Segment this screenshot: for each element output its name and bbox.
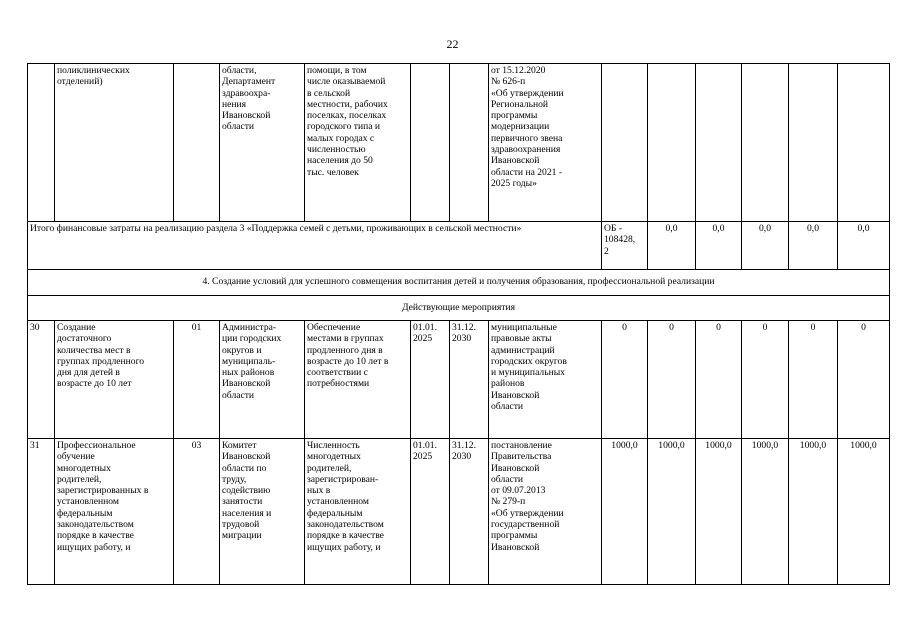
table-row-continuation — [28, 64, 890, 222]
cell-measure-name: Профессиональное обучение многодетных родителей, зарегистрированных в установленном федеральным законодательством порядке в качестве ищущих работу, и — [55, 439, 174, 585]
cell-start-date: 01.01. 2025 — [411, 321, 450, 439]
cell-indicator: Обеспечение местами в группах продленного дня в возрасте до 10 лет в соответствии с потребностями — [305, 321, 411, 439]
cell-value: 0 — [789, 321, 838, 439]
cell-value: 1000,0 — [696, 439, 742, 585]
cell-indicator: помощи, в том числе оказываемой в сельской местности, рабочих поселках, поселках городского типа и малых городах с численностью населения до 50 тыс. человек — [305, 64, 411, 222]
cell-value — [838, 64, 890, 222]
cell-code: 01 — [174, 321, 220, 439]
cell-code: 03 — [174, 439, 220, 585]
cell-value: 1000,0 — [742, 439, 789, 585]
cell-executor: Администра- ции городских округов и муниципаль- ных районов Ивановской области — [220, 321, 305, 439]
total-value: 0,0 — [742, 222, 789, 270]
cell-end-date: 31.12. 2030 — [450, 439, 489, 585]
table-row-section — [28, 270, 890, 296]
cell-num: 31 — [28, 439, 55, 585]
table-row-30 — [28, 321, 890, 439]
total-value: 0,0 — [838, 222, 890, 270]
cell-value: 0 — [602, 321, 648, 439]
section-title: 4. Создание условий для успешного совмещения воспитания детей и получения образования, профессиональной реализации — [28, 270, 890, 296]
total-source: ОБ - 108428, 2 — [602, 222, 648, 270]
total-value: 0,0 — [648, 222, 696, 270]
cell-measure-name: Создание достаточного количества мест в группах продленного дня для детей в возрасте до 10 лет — [55, 321, 174, 439]
cell-executor: Комитет Ивановской области по труду, содействию занятости населения и трудовой миграции — [220, 439, 305, 585]
cell-code — [174, 64, 220, 222]
cell-value — [648, 64, 696, 222]
cell-value: 1000,0 — [602, 439, 648, 585]
cell-value: 1000,0 — [838, 439, 890, 585]
cell-value: 1000,0 — [789, 439, 838, 585]
cell-basis: от 15.12.2020 № 626-п «Об утверждении Региональной программы модернизации первичного звена здравоохранения Ивановской области на 2021 - 2025 годы» — [489, 64, 602, 222]
cell-value: 0 — [648, 321, 696, 439]
cell-num: 30 — [28, 321, 55, 439]
table-row-total — [28, 222, 890, 270]
measures-table — [27, 63, 890, 585]
page-number: 22 — [446, 37, 459, 51]
cell-value: 0 — [838, 321, 890, 439]
cell-value — [696, 64, 742, 222]
table-row-subsection — [28, 296, 890, 321]
cell-start-date: 01.01. 2025 — [411, 439, 450, 585]
cell-start-date — [411, 64, 450, 222]
cell-value — [742, 64, 789, 222]
cell-measure-name: поликлинических отделений) — [55, 64, 174, 222]
total-label: Итого финансовые затраты на реализацию раздела 3 «Поддержка семей с детьми, проживающих в сельской местности» — [28, 222, 602, 270]
cell-value: 0 — [742, 321, 789, 439]
cell-value: 1000,0 — [648, 439, 696, 585]
cell-value — [789, 64, 838, 222]
cell-basis: муниципальные правовые акты администраций городских округов и муниципальных районов Ивановской области — [489, 321, 602, 439]
cell-num — [28, 64, 55, 222]
total-value: 0,0 — [789, 222, 838, 270]
cell-value: 0 — [696, 321, 742, 439]
cell-executor: области, Департамент здравоохра- нения Ивановской области — [220, 64, 305, 222]
subsection-title: Действующие мероприятия — [28, 296, 890, 321]
cell-end-date — [450, 64, 489, 222]
cell-indicator: Численность многодетных родителей, зарегистрирован- ных в установленном федеральным законодательством порядке в качестве ищущих работу, и — [305, 439, 411, 585]
cell-end-date: 31.12. 2030 — [450, 321, 489, 439]
table-row-31 — [28, 439, 890, 585]
cell-source — [602, 64, 648, 222]
total-value: 0,0 — [696, 222, 742, 270]
cell-basis: постановление Правительства Ивановской области от 09.07.2013 № 279-п «Об утверждении государственной программы Ивановской — [489, 439, 602, 585]
